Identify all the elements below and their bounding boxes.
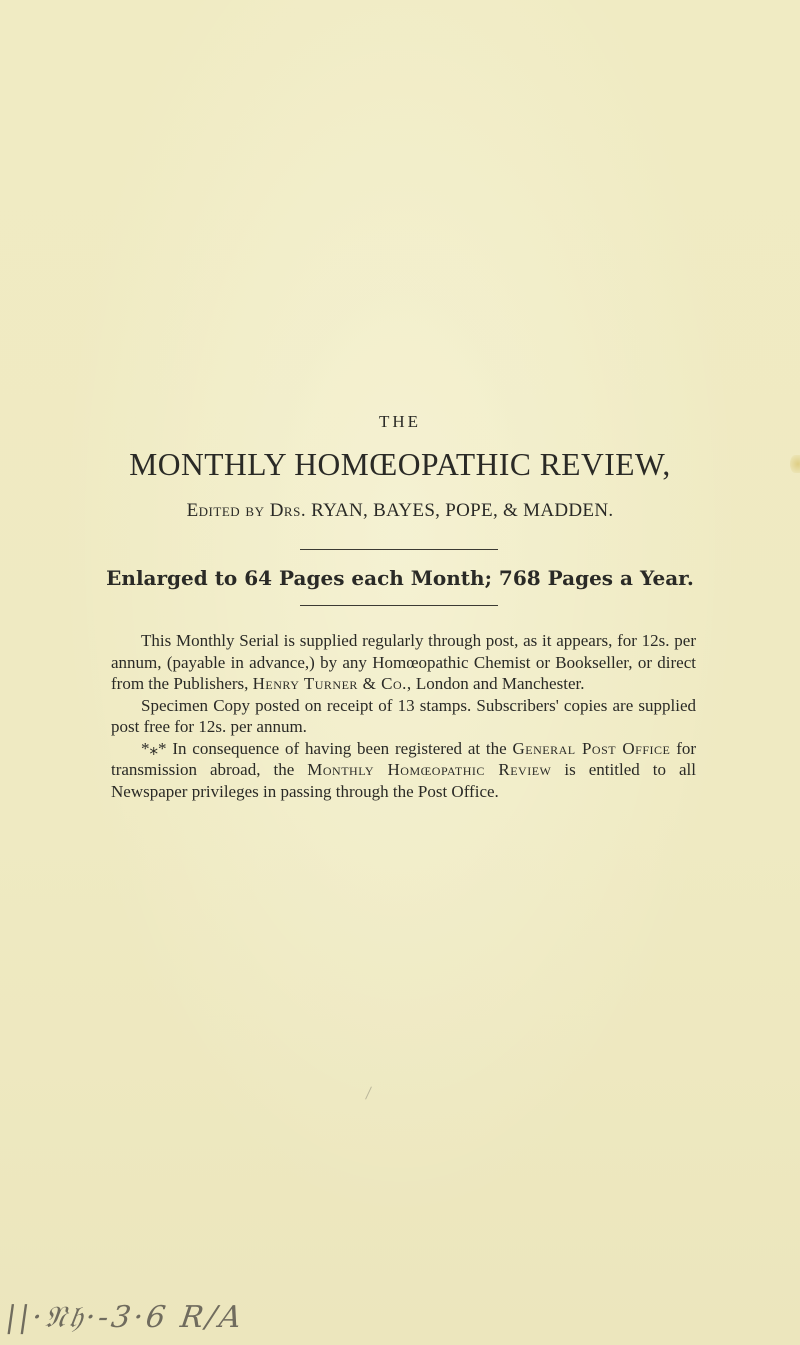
paragraph-registration — [111, 738, 696, 803]
registration-text-b: for transmission abroad, the — [111, 738, 697, 779]
paragraph-subscription-text: This Monthly Serial is supplied regularly through post, as it appears, for 12s. per annum, (payable in advance,) by any Homœopathic Chemist or Bookseller, or direct from the Publishers, — [111, 631, 696, 693]
divider-top — [300, 549, 498, 550]
general-post-office: General Post Office — [512, 738, 671, 758]
show-through-text — [0, 250, 800, 301]
editors-line — [0, 500, 800, 522]
editors-names: RYAN, BAYES, POPE, & MADDEN. — [311, 500, 614, 521]
page-title: MONTHLY HOMŒOPATHIC REVIEW, — [129, 447, 671, 482]
review-name: Monthly Homœopathic Review — [307, 760, 552, 779]
editors-prefix: Edited by Drs. — [186, 500, 307, 521]
pencil-mark — [365, 1086, 372, 1099]
enlarged-notice: Enlarged to 64 Pages each Month; 768 Pages a Year. — [106, 566, 694, 590]
divider-bottom — [300, 605, 498, 606]
paragraph-specimen: Specimen Copy posted on receipt of 13 stamps. Subscribers' copies are supplied post free for 12s. per annum. — [111, 695, 696, 736]
publisher-location: London and Manchester. — [415, 674, 585, 693]
registration-text-a: *⁎* In consequence of having been registered at the — [141, 738, 507, 758]
handwritten-shelfmark: ||·𝔑𝔥·-3·6 R/A — [3, 1300, 247, 1335]
advertisement-body — [111, 630, 696, 802]
title-article: THE — [378, 412, 422, 431]
paragraph-subscription — [111, 630, 696, 695]
registration-text-c: is entitled to all Newspaper privileges in passing through the Post Office. — [111, 760, 696, 801]
publisher-name: Henry Turner & Co., — [252, 674, 412, 693]
